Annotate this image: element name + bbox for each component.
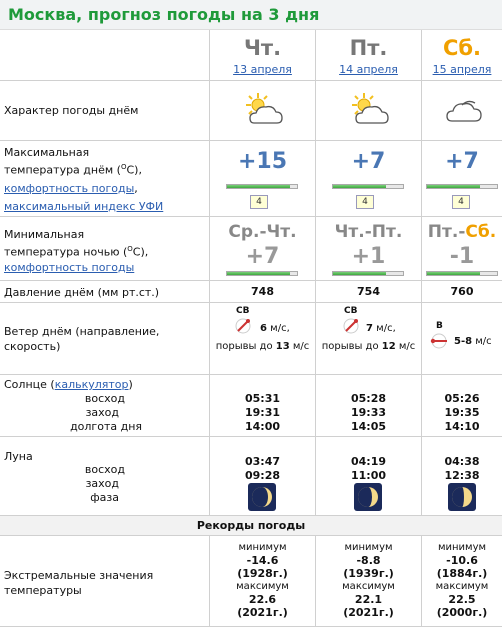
extremes-cell [421, 536, 502, 626]
extremes-cell [209, 536, 315, 626]
min-temp-row [0, 216, 502, 280]
moon-label: Луна [4, 450, 33, 463]
record-min-value: -10.6 [446, 554, 478, 567]
wind-direction: СВ [344, 306, 358, 316]
comma: , [134, 181, 138, 195]
pressure-row [0, 280, 502, 302]
wind-label-line1: Ветер днём (направление, [4, 325, 160, 338]
moonset-label: заход [85, 477, 119, 490]
wind-speed-value: 5-8 [454, 336, 473, 347]
weather-row [0, 80, 502, 140]
gust-label: порывы до [215, 341, 273, 352]
partly-cloudy-sun-icon [346, 91, 394, 129]
gust-unit: м/с [292, 341, 310, 352]
max-temp-label [4, 145, 163, 214]
max-temp-value: +15 [237, 149, 288, 174]
sun-label-line [4, 377, 133, 392]
comfort-bar-fill [427, 272, 480, 275]
min-temp-label-line1: Минимальная [4, 228, 85, 241]
record-min-year: (1939г.) [343, 567, 394, 580]
gust-value: 13 [275, 341, 290, 352]
daylen-value: 14:00 [244, 420, 280, 433]
min-temp-value: +1 [351, 244, 386, 269]
comfort-bar [226, 184, 298, 189]
extremes-cell [315, 536, 421, 626]
night-sep: - [364, 222, 372, 242]
wind-direction: СВ [236, 306, 250, 316]
comfort-bar-fill [227, 185, 290, 188]
wind-speed [454, 336, 492, 347]
pressure-value: 748 [251, 285, 274, 298]
wind-row [0, 302, 502, 374]
uvi-badge: 4 [356, 195, 374, 209]
day-date-link[interactable]: 15 апреля [432, 63, 492, 76]
record-max-label: максимум [435, 581, 489, 592]
records-header: Рекорды погоды [0, 515, 502, 535]
record-min-year: (1928г.) [237, 567, 288, 580]
max-temp-cell [315, 141, 421, 216]
record-max-year: (2021г.) [343, 606, 394, 619]
sun-values [210, 392, 315, 434]
record-min-value: -14.6 [246, 554, 279, 567]
max-temp-row [0, 140, 502, 216]
wind-label [4, 324, 159, 354]
min-temp-value: -1 [449, 244, 475, 269]
moon-cell [209, 437, 315, 515]
moonrise-value: 03:47 [244, 455, 280, 468]
record-max-label: максимум [236, 581, 289, 592]
record-max-value: 22.6 [248, 593, 277, 606]
record-max-year: (2021г.) [237, 606, 288, 619]
moon-values [316, 455, 421, 483]
sunrise-label: восход [84, 392, 125, 405]
wind-cell [421, 303, 502, 374]
uvi-link[interactable]: максимальный индекс УФИ [4, 199, 164, 213]
sun-row [0, 374, 502, 436]
sun-label-close: ) [128, 378, 133, 391]
daylen-value: 14:05 [350, 420, 386, 433]
degree-symbol: O [127, 245, 133, 253]
day-name: Сб. [442, 36, 482, 60]
max-temp-cell [421, 141, 502, 216]
max-temp-label-line1: Максимальная [4, 146, 90, 159]
wind-label-line2: скорость) [4, 340, 61, 353]
wind-speed [260, 323, 290, 334]
record-max-year: (2000г.) [436, 606, 488, 619]
sun-cell [421, 375, 502, 436]
comfort-link[interactable]: комфортность погоды [4, 260, 135, 274]
night-span [422, 222, 502, 242]
sun-values [316, 392, 421, 434]
wind-speed-value: 6 [260, 323, 267, 334]
min-temp-label-text: температура ночью ( [4, 245, 128, 259]
record-min-label: минимум [238, 542, 287, 553]
moon-cell [421, 437, 502, 515]
pressure-value: 760 [450, 285, 474, 298]
comfort-bar [426, 184, 498, 189]
pressure-cell [421, 281, 502, 302]
uvi-badge: 4 [250, 195, 268, 209]
moon-values [210, 455, 315, 483]
sun-label: Солнце ( [4, 378, 55, 391]
max-temp-label-unit: C), [126, 163, 142, 177]
night-sep: - [458, 222, 466, 242]
phase-label: фаза [90, 491, 119, 504]
moonset-value: 11:00 [350, 469, 386, 482]
sunrise-value: 05:31 [244, 392, 280, 405]
record-min-year: (1884г.) [436, 567, 488, 580]
moonrise-value: 04:19 [350, 455, 386, 468]
sun-cell [315, 375, 421, 436]
day-date-link[interactable]: 13 апреля [233, 63, 292, 76]
extremes-label-line2: температуры [4, 584, 82, 597]
min-temp-value: +7 [245, 244, 280, 269]
moonrise-label: восход [84, 463, 125, 476]
uvi-badge: 4 [452, 195, 470, 209]
max-temp-value: +7 [351, 149, 386, 174]
extremes-label [4, 568, 153, 598]
record-max-value: 22.5 [448, 593, 476, 606]
record-values [210, 541, 315, 619]
night-sep: - [259, 222, 267, 242]
pressure-cell [315, 281, 421, 302]
record-min-label: минимум [437, 542, 487, 553]
extremes-label-line1: Экстремальные значения [4, 569, 154, 582]
comfort-bar-fill [333, 185, 386, 188]
night-to: Пт. [371, 222, 403, 242]
moon-phase-icon [354, 483, 382, 511]
moon-phase-icon [448, 483, 476, 511]
day-name: Чт. [243, 36, 282, 60]
gust-line [316, 341, 421, 352]
sun-cell [209, 375, 315, 436]
min-temp-cell [421, 217, 502, 280]
page-title: Москва, прогноз погоды на 3 дня [8, 5, 320, 24]
max-temp-label-text: температура днём ( [4, 163, 121, 177]
wind-arrow-icon [342, 317, 360, 335]
day-column-sat [421, 30, 502, 80]
night-to: Чт. [266, 222, 297, 242]
wind-speed-value: 7 [366, 323, 373, 334]
night-span [210, 222, 315, 242]
day-header-row [0, 30, 502, 80]
sunset-value: 19:31 [244, 406, 280, 419]
wind-arrow-icon [234, 317, 252, 335]
cloudy-icon [440, 91, 488, 129]
record-max-label: максимум [342, 581, 395, 592]
moon-cell [315, 437, 421, 515]
daylen-value: 14:10 [444, 420, 480, 433]
wind-unit: м/с, [376, 323, 396, 334]
gust-label: порывы до [321, 341, 379, 352]
comfort-bar-fill [227, 272, 290, 275]
partly-cloudy-sun-icon [240, 91, 288, 129]
moonset-value: 12:38 [444, 469, 480, 482]
page-header [0, 0, 502, 30]
wind-arrow-icon [428, 332, 450, 350]
wind-cell [315, 303, 421, 374]
sunset-label: заход [85, 406, 119, 419]
night-from: Ср. [228, 222, 260, 242]
record-min-value: -8.8 [356, 554, 381, 567]
sunset-value: 19:33 [350, 406, 386, 419]
record-max-value: 22.1 [354, 593, 383, 606]
max-temp-label-line2 [4, 160, 163, 178]
moon-phase-icon [248, 483, 276, 511]
min-temp-label-unit: C), [132, 245, 149, 259]
weather-cell [421, 81, 502, 140]
comfort-bar [226, 271, 298, 276]
weather-cell [315, 81, 421, 140]
wind-unit: м/с, [270, 323, 290, 334]
extremes-row [0, 535, 502, 627]
moonset-value: 09:28 [244, 469, 280, 482]
night-to: Сб. [465, 222, 497, 242]
comfort-bar-fill [427, 185, 480, 188]
min-temp-cell [209, 217, 315, 280]
day-date-link[interactable]: 14 апреля [339, 63, 398, 76]
wind-speed [366, 323, 396, 334]
record-min-label: минимум [344, 542, 393, 553]
comfort-bar-fill [333, 272, 386, 275]
sun-values [422, 392, 502, 434]
weather-label: Характер погоды днём [4, 104, 139, 117]
night-span [316, 222, 421, 242]
comfort-bar [426, 271, 498, 276]
sun-calculator-link[interactable]: калькулятор [54, 378, 129, 391]
day-column-fri [315, 30, 421, 80]
night-from: Чт. [334, 222, 365, 242]
pressure-value: 754 [357, 285, 380, 298]
pressure-cell [209, 281, 315, 302]
comfort-line [4, 181, 163, 196]
comfort-bar [332, 184, 404, 189]
max-temp-value: +7 [445, 149, 479, 174]
wind-direction: В [436, 321, 443, 331]
moon-row [0, 436, 502, 515]
wind-cell [209, 303, 315, 374]
record-values [316, 541, 421, 619]
min-temp-label-line2 [4, 242, 148, 260]
max-temp-cell [209, 141, 315, 216]
day-column-thu [209, 30, 315, 80]
record-values [422, 541, 502, 619]
pressure-label: Давление днём (мм рт.ст.) [4, 286, 160, 299]
day-name: Пт. [349, 36, 388, 60]
weather-cell [209, 81, 315, 140]
comfort-bar [332, 271, 404, 276]
gust-line [210, 341, 315, 352]
sunset-value: 19:35 [444, 406, 480, 419]
degree-symbol: O [120, 163, 127, 171]
min-temp-cell [315, 217, 421, 280]
wind-unit: м/с [475, 336, 492, 347]
gust-value: 12 [381, 341, 396, 352]
daylen-label: долгота дня [70, 420, 142, 433]
moon-sublabels [0, 463, 205, 505]
moonrise-value: 04:38 [444, 455, 480, 468]
comfort-link[interactable]: комфортность погоды [4, 181, 135, 195]
moon-values [422, 455, 502, 483]
sunrise-value: 05:28 [350, 392, 386, 405]
night-from: Пт. [427, 222, 459, 242]
sunrise-value: 05:26 [444, 392, 480, 405]
min-temp-label [4, 227, 148, 275]
sun-sublabels [0, 392, 205, 434]
gust-unit: м/с [398, 341, 416, 352]
